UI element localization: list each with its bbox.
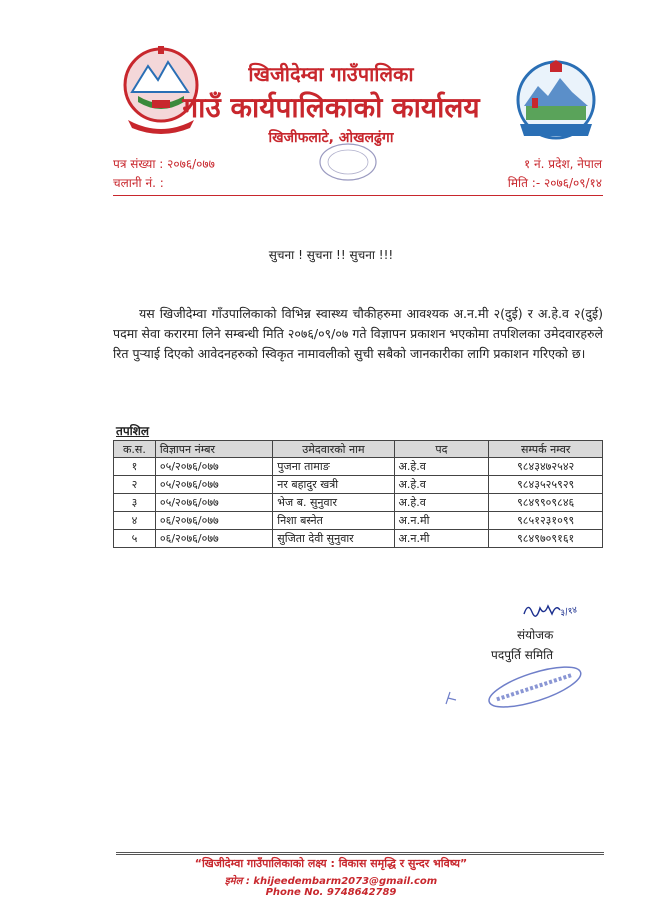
office-location: खिजीफलाटे, ओखलढुंगा [268, 130, 394, 146]
cell-contact: ९८४९९०९८४६ [489, 494, 603, 512]
signature-date: ३/१४ [559, 605, 579, 619]
cell-candidate-name: भेज ब. सुनुवार [273, 494, 394, 512]
table-caption: तपशिल [116, 424, 150, 438]
faded-stamp [318, 142, 378, 182]
col-advert-no: विज्ञापन नंम्बर [155, 441, 272, 458]
cell-advert-no: ०६/२०७६/०७७ [155, 512, 272, 530]
col-post: पद [394, 441, 489, 458]
cell-serial: २ [114, 476, 156, 494]
cell-candidate-name: निशा बस्नेत [273, 512, 394, 530]
office-name: गाउँ कार्यपालिकाको कार्यालय [182, 91, 480, 124]
cell-serial: ३ [114, 494, 156, 512]
footer-email: इमेल : khijeedembarm2073@gmail.com [224, 876, 438, 887]
dispatch-number: चलानी नं. : [113, 176, 164, 190]
footer-phone: Phone No. 9748642789 [265, 887, 397, 898]
cell-post: अ.न.मी [394, 530, 489, 548]
table-row [114, 530, 603, 548]
municipality-name: खिजीदेम्वा गाउँपालिका [248, 62, 414, 86]
cell-serial: ५ [114, 530, 156, 548]
cell-contact: ९८४३५२५९२९ [489, 476, 603, 494]
official-stamp [436, 662, 586, 722]
col-serial: क.स. [114, 441, 156, 458]
cell-post: अ.हे.व [394, 458, 489, 476]
header-divider [113, 195, 603, 196]
cell-candidate-name: पुजना तामाङ [273, 458, 394, 476]
table-header-row [114, 441, 603, 458]
col-contact: सम्पर्क नम्वर [489, 441, 603, 458]
municipality-logo [512, 58, 600, 144]
table-row [114, 512, 603, 530]
signatory-committee: पदपुर्ति समिति [491, 648, 554, 662]
cell-advert-no: ०५/२०७६/०७७ [155, 458, 272, 476]
cell-contact: ९८४९७०९१६१ [489, 530, 603, 548]
letter-number: पत्र संख्या : २०७६/०७७ [113, 157, 215, 171]
candidate-table [113, 440, 603, 548]
table-row [114, 476, 603, 494]
cell-candidate-name: नर बहादुर खत्री [273, 476, 394, 494]
cell-contact: ९८५१२३१०९९ [489, 512, 603, 530]
cell-candidate-name: सुजिता देवी सुनुवार [273, 530, 394, 548]
cell-post: अ.हे.व [394, 476, 489, 494]
col-candidate-name: उमेदवारको नाम [273, 441, 394, 458]
cell-post: अ.हे.व [394, 494, 489, 512]
cell-serial: १ [114, 458, 156, 476]
province-label: १ नं. प्रदेश, नेपाल [523, 157, 602, 171]
letter-date: मिति :- २०७६/०९/१४ [507, 176, 602, 190]
table-row [114, 494, 603, 512]
cell-advert-no: ०५/२०७६/०७७ [155, 476, 272, 494]
cell-post: अ.न.मी [394, 512, 489, 530]
signatory-title: संयोजक [517, 628, 554, 642]
footer-motto: “खिजीदेम्वा गाउँपालिकाको लक्ष्य : विकास समृद्धि र सुन्दर भविष्य” [194, 857, 468, 870]
notice-title: सुचना ! सुचना !! सुचना !!! [268, 248, 394, 262]
cell-advert-no: ०६/२०७६/०७७ [155, 530, 272, 548]
notice-body: यस खिजीदेम्वा गाँउपालिकाको विभिन्न स्वास्थ्य चौकीहरुमा आवश्यक अ.न.मी २(दुई) र अ.हे.व २(दुई) पदमा सेवा करारमा लिने सम्बन्धी मिति २०७६/०९/०७ गते विज्ञापन प्रकाशन भएकोमा तपशिलका उमेदवारहरुले रित पुर्‍याई दिएको आवेदनहरुको स्विकृत नामावलीको सुची सबैको जानकारीका लागि प्रकाशन गरिएको छ। [113, 306, 603, 361]
footer-divider [116, 852, 604, 855]
cell-serial: ४ [114, 512, 156, 530]
cell-contact: ९८४३४७२५४२ [489, 458, 603, 476]
table-row [114, 458, 603, 476]
cell-advert-no: ०५/२०७६/०७७ [155, 494, 272, 512]
